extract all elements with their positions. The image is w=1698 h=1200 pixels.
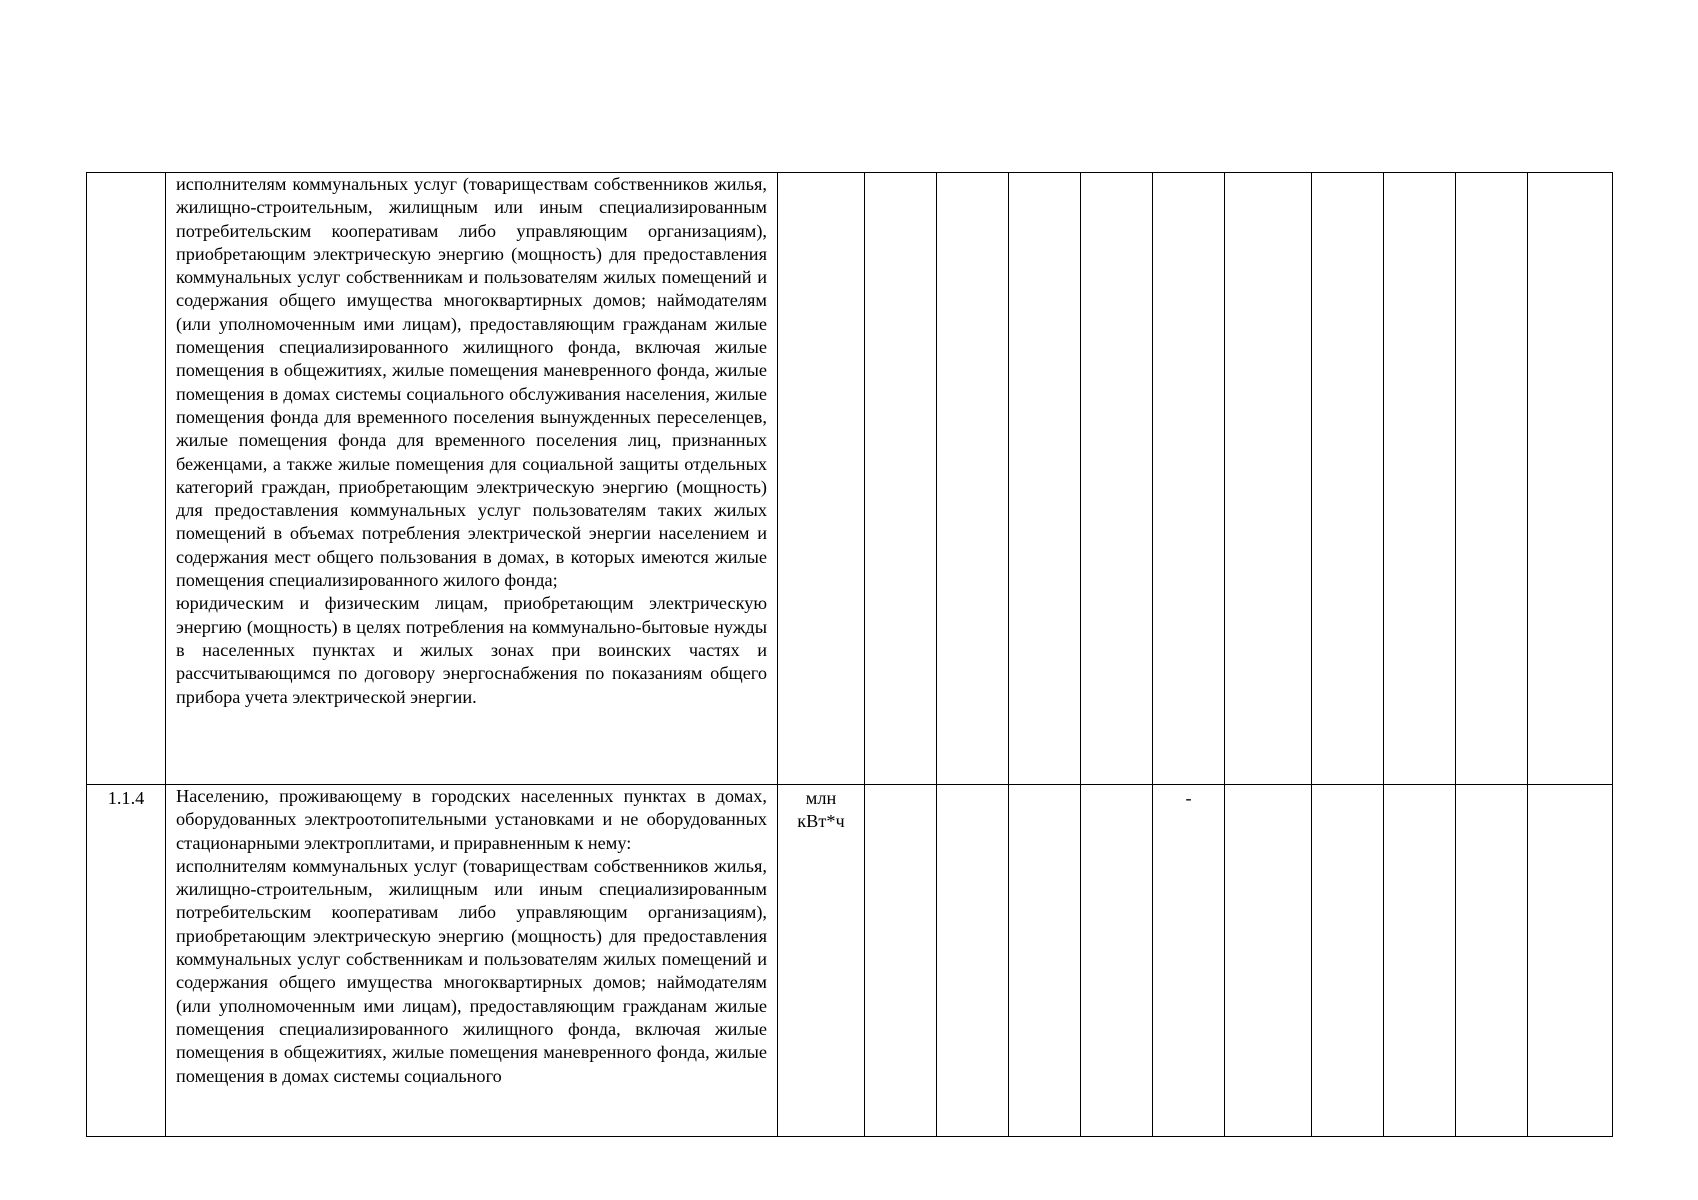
value-cell (1225, 785, 1312, 1137)
table-row (87, 173, 1613, 785)
unit-cell (778, 173, 865, 785)
value-cell (1009, 173, 1081, 785)
value-cell (1312, 173, 1384, 785)
unit-cell (778, 785, 865, 1137)
row-description (166, 173, 778, 785)
value-cell (1225, 173, 1312, 785)
value-cell (1153, 173, 1225, 785)
value-cell (1456, 785, 1528, 1137)
value-cell (1384, 173, 1456, 785)
row-number (87, 173, 166, 785)
value-cell (865, 173, 937, 785)
row-number: 1.1.4 (87, 785, 166, 1137)
value-cell (937, 173, 1009, 785)
value-cell (1528, 173, 1613, 785)
unit-line: млн (805, 788, 837, 808)
table-row (87, 785, 1613, 1137)
description-paragraph: юридическим и физическим лицам, приобретающим электрическую энергию (мощность) в целях потребления на коммунально-бытовые нужды в населенных пунктах и жилых зонах при воинских частях и рассчитывающимся по договору энергоснабжения по показаниям общего прибора учета электрической энергии. (176, 593, 767, 707)
value-cell: - (1153, 785, 1225, 1137)
row-description (166, 785, 778, 1137)
value-cell (1081, 173, 1153, 785)
value-cell (1528, 785, 1613, 1137)
description-paragraph: исполнителям коммунальных услуг (товариществам собственников жилья, жилищно-строительным, жилищным или иным специализированным потребительским кооперативам либо управляющим организациям), приобретающим электрическую энергию (мощность) для предоставления коммунальных услуг собственникам и пользователям жилых помещений и содержания общего имущества многоквартирных домов; наймодателям (или уполномоченным ими лицам), предоставляющим гражданам жилые помещения специализированного жилищного фонда, включая жилые помещения в общежитиях, жилые помещения маневренного фонда, жилые помещения в домах системы социального (176, 855, 767, 1086)
value-cell (1081, 785, 1153, 1137)
value-cell (865, 785, 937, 1137)
value-cell (937, 785, 1009, 1137)
value-cell (1456, 173, 1528, 785)
description-paragraph: исполнителям коммунальных услуг (товариществам собственников жилья, жилищно-строительным, жилищным или иным специализированным потребительским кооперативам либо управляющим организациям), приобретающим электрическую энергию (мощность) для предоставления коммунальных услуг собственникам и пользователям жилых помещений и содержания общего имущества многоквартирных домов; наймодателям (или уполномоченным ими лицам), предоставляющим гражданам жилые помещения специализированного жилищного фонда, включая жилые помещения в общежитиях, жилые помещения маневренного фонда, жилые помещения в домах системы социального обслуживания населения, жилые помещения фонда для временного поселения вынужденных переселенцев, жилые помещения фонда для временного поселения лиц, признанных беженцами, а также жилые помещения для социальной защиты отдельных категорий граждан, приобретающим электрическую энергию (мощность) для предоставления коммунальных услуг пользователям таких жилых помещений в объемах потребления электрической энергии населением и содержания мест общего пользования в домах, в которых имеются жилые помещения специализированного жилого фонда; (176, 174, 767, 591)
unit-line: кВт*ч (797, 811, 845, 832)
value-cell (1009, 785, 1081, 1137)
tariff-table (86, 172, 1613, 1137)
description-paragraph: Населению, проживающему в городских населенных пунктах в домах, оборудованных электроотопительными установками и не оборудованных стационарными электроплитами, и приравненным к нему: (176, 786, 767, 853)
value-cell (1384, 785, 1456, 1137)
value-cell (1312, 785, 1384, 1137)
